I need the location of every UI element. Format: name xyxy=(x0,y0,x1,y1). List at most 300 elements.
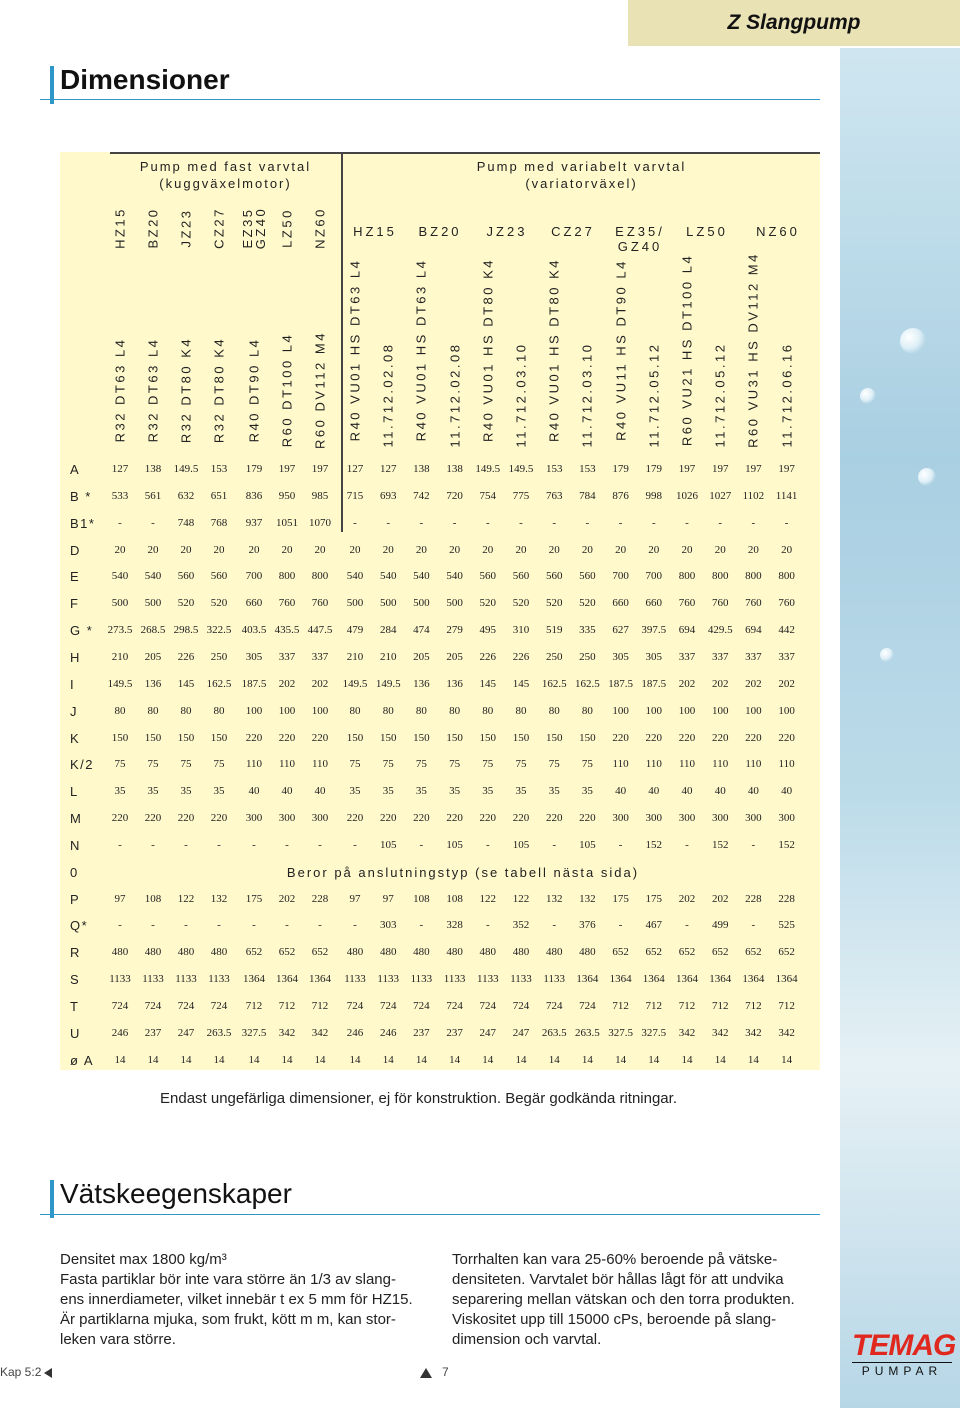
fixed-size-label: LZ50 xyxy=(279,208,295,248)
table-cell: 1102 xyxy=(742,490,765,502)
table-cell: 520 xyxy=(210,597,228,609)
table-cell: 14 xyxy=(681,1054,693,1066)
table-cell: 14 xyxy=(248,1054,260,1066)
table-cell: 800 xyxy=(711,570,729,582)
table-cell: 237 xyxy=(144,1027,162,1039)
table-cell: - xyxy=(151,839,155,851)
table-cell: 800 xyxy=(778,570,795,582)
table-cell: 136 xyxy=(413,678,430,690)
table-cell: - xyxy=(118,517,122,529)
table-cell: 724 xyxy=(413,1000,430,1012)
table-cell: 187.5 xyxy=(241,678,267,690)
row-label: 0 xyxy=(70,865,79,880)
page-nav[interactable] xyxy=(420,1365,449,1379)
text-line: separering mellan vätskan och den torra produkten. xyxy=(452,1291,795,1308)
table-cell: 100 xyxy=(778,705,795,717)
table-cell: 14 xyxy=(515,1054,527,1066)
table-cell: 149.5 xyxy=(107,678,133,690)
table-cell: 20 xyxy=(781,544,793,556)
table-cell: 202 xyxy=(278,678,296,690)
table-cell: 742 xyxy=(413,490,430,502)
table-cell: 210 xyxy=(346,651,364,663)
table-cell: 97 xyxy=(114,893,126,905)
fixed-size-label: BZ20 xyxy=(145,207,161,249)
table-cell: 263.5 xyxy=(541,1027,567,1039)
row-label: Q* xyxy=(70,918,89,933)
fixed-motor-label: R32 DT63 L4 xyxy=(145,337,161,443)
variable-code-label: 11.712.02.08 xyxy=(380,342,396,448)
table-cell: 284 xyxy=(379,624,397,636)
table-cell: 20 xyxy=(314,544,326,556)
table-cell: 152 xyxy=(778,839,795,851)
table-cell: 152 xyxy=(645,839,663,851)
table-cell: 500 xyxy=(413,597,430,609)
section-title-dimensions: Dimensioner xyxy=(60,64,230,95)
table-cell: 800 xyxy=(278,570,296,582)
variable-code-label: 11.712.05.12 xyxy=(646,342,662,448)
table-cell: 540 xyxy=(346,570,364,582)
table-cell: - xyxy=(552,839,557,851)
variable-motor-label: R60 VU31 HS DV112 M4 xyxy=(745,252,761,448)
table-cell: 75 xyxy=(382,758,394,770)
row-label: L xyxy=(70,784,79,799)
table-cell: 40 xyxy=(281,785,293,797)
table-cell: 500 xyxy=(144,597,162,609)
table-cell: 202 xyxy=(745,678,762,690)
table-cell: - xyxy=(353,517,357,529)
table-cell: 202 xyxy=(678,893,696,905)
variable-code-label: 11.712.03.10 xyxy=(513,342,529,448)
table-cell: 40 xyxy=(714,785,726,797)
fixed-motor-label: R32 DT80 K4 xyxy=(178,336,194,444)
table-cell: - xyxy=(485,839,490,851)
variable-motor-label: R60 VU21 HS DT100 L4 xyxy=(679,253,695,447)
row-label: D xyxy=(70,543,81,558)
table-cell: 442 xyxy=(778,624,795,636)
table-cell: 110 xyxy=(778,758,795,770)
table-cell: 397.5 xyxy=(641,624,667,636)
table-cell: 35 xyxy=(515,785,527,797)
table-cell: 327.5 xyxy=(241,1027,267,1039)
table-cell: 263.5 xyxy=(575,1027,600,1039)
table-cell: 519 xyxy=(545,624,563,636)
fixed-motor-label: R32 DT80 K4 xyxy=(211,336,227,444)
table-cell: 520 xyxy=(545,597,563,609)
page-number: 7 xyxy=(442,1365,449,1379)
table-cell: 108 xyxy=(413,893,430,905)
table-cell: 480 xyxy=(579,946,596,958)
table-cell: 202 xyxy=(778,678,795,690)
table-cell: 150 xyxy=(479,732,497,744)
row-label: A xyxy=(70,462,81,477)
table-cell: 20 xyxy=(114,544,126,556)
table-cell: - xyxy=(784,517,789,529)
table-cell: 220 xyxy=(278,732,296,744)
table-cell: 627 xyxy=(612,624,629,636)
header-tab xyxy=(628,0,960,46)
table-cell: - xyxy=(151,517,155,529)
table-cell: 40 xyxy=(248,785,260,797)
table-cell: 1364 xyxy=(742,973,765,985)
table-cell: 712 xyxy=(278,1000,296,1012)
table-cell: 1133 xyxy=(175,973,197,985)
table-cell: - xyxy=(751,919,756,931)
table-cell: 75 xyxy=(213,758,225,770)
table-cell: 197 xyxy=(745,463,762,475)
table-cell: 20 xyxy=(415,544,427,556)
table-cell: 300 xyxy=(778,812,795,824)
table-cell: 153 xyxy=(210,463,228,475)
table-cell: 220 xyxy=(446,812,463,824)
table-cell: - xyxy=(184,919,188,931)
table-cell: 110 xyxy=(712,758,729,770)
table-cell: 1133 xyxy=(109,973,131,985)
table-cell: 337 xyxy=(678,651,696,663)
table-cell: 237 xyxy=(413,1027,430,1039)
table-cell: 560 xyxy=(545,570,563,582)
table-cell: 660 xyxy=(245,597,263,609)
table-cell: 985 xyxy=(311,490,329,502)
table-cell: 100 xyxy=(645,705,663,717)
table-cell: 205 xyxy=(413,651,430,663)
table-cell: 700 xyxy=(245,570,263,582)
table-cell: 712 xyxy=(678,1000,696,1012)
table-cell: 724 xyxy=(144,1000,162,1012)
table-cell: 187.5 xyxy=(608,678,633,690)
table-cell: 14 xyxy=(548,1054,560,1066)
water-background-image xyxy=(840,48,960,1408)
table-cell: 150 xyxy=(144,732,162,744)
table-cell: 447.5 xyxy=(307,624,333,636)
table-cell: 220 xyxy=(379,812,397,824)
table-cell: 210 xyxy=(111,651,129,663)
variable-code-label: 11.712.05.12 xyxy=(712,342,728,448)
table-cell: 20 xyxy=(281,544,293,556)
table-cell: 651 xyxy=(210,490,228,502)
table-cell: 75 xyxy=(581,758,593,770)
chapter-nav[interactable] xyxy=(0,1365,52,1379)
row-label: ø A xyxy=(70,1053,95,1068)
table-cell: 149.5 xyxy=(375,678,401,690)
header-title: Z Slangpump xyxy=(727,11,861,34)
table-cell: 937 xyxy=(245,517,263,529)
table-cell: 694 xyxy=(745,624,762,636)
table-cell: 20 xyxy=(615,544,627,556)
temag-logo xyxy=(852,1329,956,1378)
row-label: T xyxy=(70,999,80,1014)
arrow-up-icon[interactable] xyxy=(420,1368,432,1378)
table-cell: 14 xyxy=(382,1054,394,1066)
table-cell: 110 xyxy=(278,758,296,770)
table-cell: 495 xyxy=(479,624,497,636)
table-cell: 220 xyxy=(512,812,530,824)
table-cell: 14 xyxy=(449,1054,461,1066)
row-label: F xyxy=(70,596,80,611)
table-cell: 1364 xyxy=(309,973,331,985)
table-cell: 105 xyxy=(579,839,596,851)
table-cell: 724 xyxy=(545,1000,563,1012)
table-cell: 20 xyxy=(515,544,527,556)
table-cell: 652 xyxy=(311,946,329,958)
table-cell: 712 xyxy=(612,1000,629,1012)
variable-motor-label: R40 VU01 HS DT63 L4 xyxy=(413,258,429,442)
table-cell: 520 xyxy=(512,597,530,609)
table-cell: 500 xyxy=(111,597,129,609)
table-cell: 162.5 xyxy=(541,678,567,690)
table-cell: 342 xyxy=(745,1027,762,1039)
table-cell: - xyxy=(285,839,289,851)
table-cell: 205 xyxy=(144,651,162,663)
table-cell: 712 xyxy=(778,1000,795,1012)
table-cell: 724 xyxy=(379,1000,397,1012)
table-cell: 1070 xyxy=(309,517,331,529)
variable-size-label: NZ60 xyxy=(756,224,800,239)
row-label: B1* xyxy=(70,516,96,531)
table-cell: 202 xyxy=(311,678,329,690)
table-cell: 138 xyxy=(413,463,430,475)
row-label: E xyxy=(70,569,81,584)
arrow-left-icon[interactable] xyxy=(44,1368,52,1378)
table-cell: 303 xyxy=(379,919,397,931)
table-cell: 138 xyxy=(144,463,162,475)
table-cell: - xyxy=(318,839,322,851)
table-cell: 75 xyxy=(415,758,427,770)
table-cell: 429.5 xyxy=(707,624,733,636)
table-cell: 14 xyxy=(714,1054,726,1066)
table-cell: 100 xyxy=(311,705,329,717)
table-cell: - xyxy=(217,839,221,851)
table-cell: 342 xyxy=(778,1027,795,1039)
table-cell: 700 xyxy=(645,570,663,582)
table-cell: 540 xyxy=(144,570,162,582)
table-cell: 226 xyxy=(479,651,497,663)
table-cell: 105 xyxy=(446,839,463,851)
table-cell: 35 xyxy=(482,785,494,797)
table-cell: 237 xyxy=(446,1027,463,1039)
table-cell: 1133 xyxy=(543,973,565,985)
table-cell: 300 xyxy=(711,812,729,824)
table-cell: - xyxy=(718,517,723,529)
text-line: densiteten. Varvtalet bör hållas lågt för att undvika xyxy=(452,1271,784,1288)
table-cell: 75 xyxy=(180,758,192,770)
table-cell: 712 xyxy=(311,1000,329,1012)
table-cell: 197 xyxy=(278,463,296,475)
table-cell: 352 xyxy=(512,919,530,931)
table-cell: 202 xyxy=(711,678,729,690)
table-cell: 800 xyxy=(745,570,762,582)
table-cell: 152 xyxy=(711,839,729,851)
table-cell: 127 xyxy=(111,463,129,475)
table-cell: - xyxy=(651,517,656,529)
fixed-size-label: CZ27 xyxy=(211,207,227,249)
table-cell: 220 xyxy=(778,732,795,744)
table-cell: 138 xyxy=(446,463,463,475)
table-cell: 724 xyxy=(446,1000,463,1012)
table-cell: 187.5 xyxy=(641,678,667,690)
row-label: N xyxy=(70,838,81,853)
table-cell: 220 xyxy=(579,812,596,824)
table-cell: 1133 xyxy=(142,973,164,985)
table-cell: 20 xyxy=(648,544,660,556)
table-cell: 75 xyxy=(349,758,361,770)
table-cell: 1026 xyxy=(676,490,698,502)
table-cell: 300 xyxy=(745,812,762,824)
variable-code-label: 11.712.03.10 xyxy=(579,342,595,448)
table-cell: 724 xyxy=(210,1000,228,1012)
table-cell: 754 xyxy=(479,490,497,502)
row-label: H xyxy=(70,650,81,665)
table-cell: 694 xyxy=(678,624,696,636)
table-cell: 480 xyxy=(479,946,497,958)
table-cell: 35 xyxy=(213,785,225,797)
text-line: Fasta partiklar bör inte vara större än 1/3 av slang- xyxy=(60,1271,396,1288)
fixed-motor-label: R60 DV112 M4 xyxy=(312,331,328,449)
table-cell: 540 xyxy=(446,570,463,582)
table-cell: 220 xyxy=(645,732,663,744)
table-cell: 80 xyxy=(515,705,527,717)
table-cell: 150 xyxy=(177,732,195,744)
table-cell: 228 xyxy=(745,893,762,905)
table-cell: 273.5 xyxy=(107,624,133,636)
group-header-fixed: Pump med fast varvtal (kuggväxelmotor) xyxy=(139,159,312,191)
table-cell: - xyxy=(118,839,122,851)
table-cell: 246 xyxy=(111,1027,129,1039)
table-cell: 150 xyxy=(210,732,228,744)
table-cell: 35 xyxy=(114,785,126,797)
table-cell: 75 xyxy=(515,758,527,770)
table-cell: 310 xyxy=(512,624,530,636)
table-cell: 300 xyxy=(645,812,663,824)
table-cell: 748 xyxy=(177,517,195,529)
table-cell: 1133 xyxy=(410,973,433,985)
table-cell: 724 xyxy=(512,1000,530,1012)
fluid-text-right xyxy=(452,1250,832,1350)
table-cell: 35 xyxy=(147,785,159,797)
table-cell: - xyxy=(585,517,590,529)
table-cell: 1027 xyxy=(709,490,732,502)
variable-motor-label: R40 VU01 HS DT63 L4 xyxy=(347,258,363,442)
table-cell: 520 xyxy=(177,597,195,609)
table-cell: - xyxy=(252,919,256,931)
table-cell: 14 xyxy=(147,1054,159,1066)
table-cell: 149.5 xyxy=(475,463,501,475)
table-cell: 768 xyxy=(210,517,228,529)
fixed-size-label: HZ15 xyxy=(112,207,128,249)
row-label: I xyxy=(70,677,76,692)
text-line: Viskositet upp till 15000 cPs, beroende på slang- xyxy=(452,1311,777,1328)
table-cell: 715 xyxy=(346,490,364,502)
table-cell: 110 xyxy=(612,758,629,770)
table-cell: 75 xyxy=(147,758,159,770)
table-cell: 20 xyxy=(248,544,260,556)
table-cell: 1364 xyxy=(576,973,599,985)
table-cell: 246 xyxy=(379,1027,397,1039)
table-cell: 520 xyxy=(579,597,596,609)
table-cell: 327.5 xyxy=(641,1027,667,1039)
table-cell: 149.5 xyxy=(342,678,368,690)
table-cell: 35 xyxy=(415,785,427,797)
table-cell: 220 xyxy=(711,732,729,744)
table-cell: 80 xyxy=(147,705,159,717)
table-cell: - xyxy=(751,517,756,529)
table-cell: 228 xyxy=(778,893,795,905)
variable-code-label: 11.712.06.16 xyxy=(779,342,795,448)
table-cell: 305 xyxy=(645,651,663,663)
row-label: U xyxy=(70,1026,81,1041)
table-cell: 560 xyxy=(512,570,530,582)
table-cell: 220 xyxy=(413,812,430,824)
table-cell: - xyxy=(552,919,557,931)
table-cell: 14 xyxy=(482,1054,494,1066)
table-cell: 998 xyxy=(645,490,663,502)
table-cell: 150 xyxy=(413,732,430,744)
variable-size-label: EZ35/ GZ40 xyxy=(615,224,665,254)
table-cell: 162.5 xyxy=(575,678,600,690)
table-cell: - xyxy=(751,839,756,851)
table-cell: 14 xyxy=(747,1054,759,1066)
table-cell: 247 xyxy=(177,1027,195,1039)
table-cell: 150 xyxy=(346,732,364,744)
table-cell: 1133 xyxy=(344,973,366,985)
table-cell: - xyxy=(685,919,689,931)
table-cell: 760 xyxy=(678,597,696,609)
table-cell: 480 xyxy=(177,946,195,958)
fixed-size-label: NZ60 xyxy=(312,207,328,249)
table-cell: 162.5 xyxy=(206,678,232,690)
table-cell: 760 xyxy=(778,597,795,609)
table-cell: 153 xyxy=(545,463,563,475)
table-cell: 467 xyxy=(645,919,663,931)
table-cell: 20 xyxy=(382,544,394,556)
table-cell: 760 xyxy=(711,597,729,609)
table-cell: 540 xyxy=(379,570,397,582)
variable-size-label: CZ27 xyxy=(551,224,595,239)
row-label: B * xyxy=(70,489,92,504)
table-cell: 175 xyxy=(612,893,629,905)
table-cell: 220 xyxy=(678,732,696,744)
logo-mark: TEMAG xyxy=(852,1329,956,1362)
table-cell: 652 xyxy=(711,946,729,958)
table-cell: 40 xyxy=(615,785,627,797)
table-cell: 950 xyxy=(278,490,296,502)
table-cell: 499 xyxy=(711,919,729,931)
table-cell: 97 xyxy=(382,893,394,905)
table-cell: 500 xyxy=(346,597,364,609)
group-header-variable: Pump med variabelt varvtal (variatorväxel) xyxy=(476,159,687,191)
table-cell: - xyxy=(353,839,357,851)
table-cell: 220 xyxy=(479,812,497,824)
table-cell: 479 xyxy=(346,624,364,636)
fixed-size-label: JZ23 xyxy=(178,208,194,248)
table-cell: 322.5 xyxy=(206,624,232,636)
table-cell: 561 xyxy=(144,490,162,502)
row-label: S xyxy=(70,972,81,987)
table-cell: - xyxy=(151,919,155,931)
table-cell: 149.5 xyxy=(508,463,534,475)
table-cell: 100 xyxy=(678,705,696,717)
table-cell: 712 xyxy=(645,1000,663,1012)
table-cell: 220 xyxy=(612,732,629,744)
table-cell: 40 xyxy=(648,785,660,797)
table-cell: - xyxy=(285,919,289,931)
table-cell: - xyxy=(618,919,623,931)
table-cell: 220 xyxy=(745,732,762,744)
table-cell: 40 xyxy=(781,785,793,797)
table-cell: 14 xyxy=(180,1054,192,1066)
table-cell: 342 xyxy=(311,1027,329,1039)
table-cell: 724 xyxy=(579,1000,596,1012)
table-cell: 335 xyxy=(579,624,596,636)
